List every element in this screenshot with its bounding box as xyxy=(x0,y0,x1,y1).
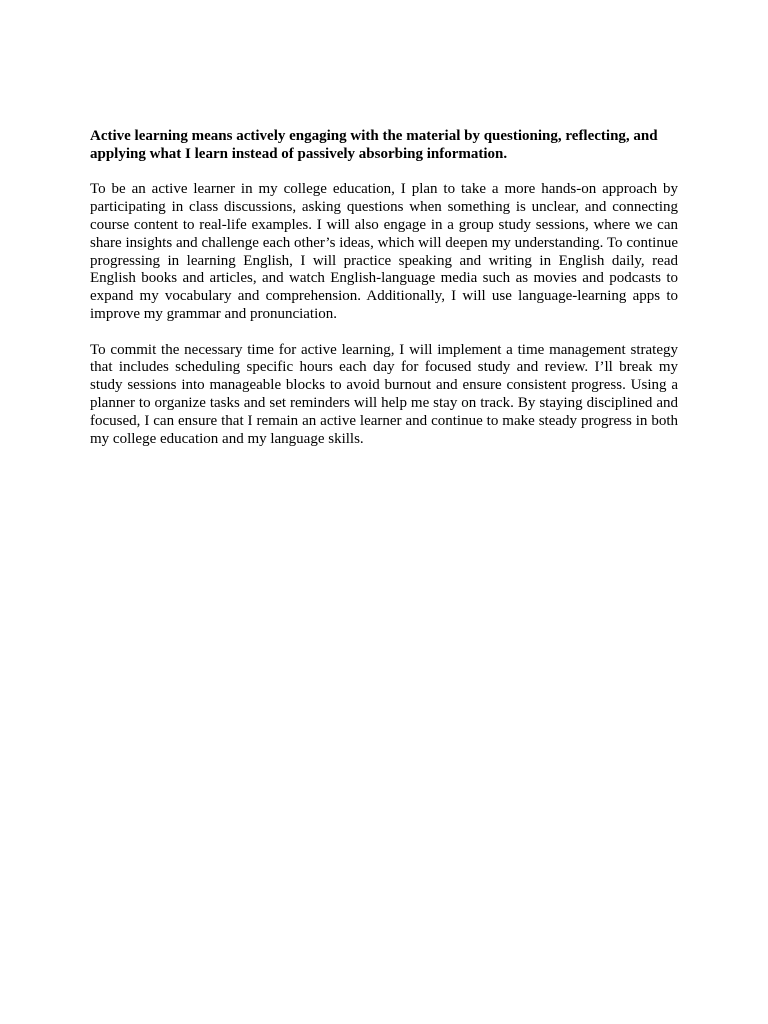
paragraph-time-management: To commit the necessary time for active learning, I will implement a time management strategy that includes scheduling specific hours each day for focused study and review. I’ll break my study sessions into manageable blocks to avoid burnout and ensure consistent progress. Using a planner to organize tasks and set reminders will help me stay on track. By staying disciplined and focused, I can ensure that I remain an active learner and continue to make steady progress in both my college education and my language skills. xyxy=(90,341,678,447)
document-body xyxy=(90,128,678,466)
document-heading: Active learning means actively engaging with the material by questioning, reflecting, and applying what I learn instead of passively absorbing information. xyxy=(90,128,658,162)
paragraph-active-learning-plan: To be an active learner in my college education, I plan to take a more hands-on approach by participating in class discussions, asking questions when something is unclear, and connecting course content to real-life examples. I will also engage in a group study sessions, where we can share insights and challenge each other’s ideas, which will deepen my understanding. To continue progressing in learning English, I will practice speaking and writing in English daily, read English books and articles, and watch English-language media such as movies and podcasts to expand my vocabulary and comprehension. Additionally, I will use language-learning apps to improve my grammar and pronunciation. xyxy=(90,181,678,322)
